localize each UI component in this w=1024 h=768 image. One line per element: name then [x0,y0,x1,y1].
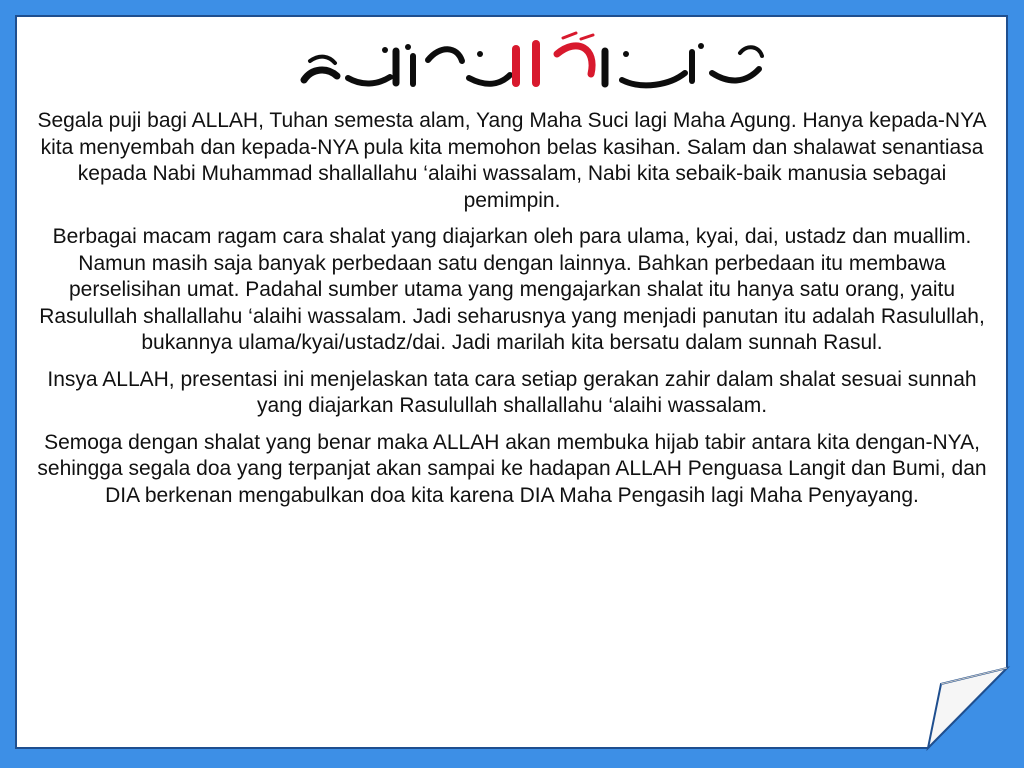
paragraph-2: Berbagai macam ragam cara shalat yang diajarkan oleh para ulama, kyai, dai, ustadz dan muallim. Namun masih saja banyak perbedaan satu dengan lainnya. Bahkan perbedaan itu membawa perselisihan umat. Padahal sumber utama yang mengajarkan shalat itu hanya satu orang, yaitu Rasulullah shallallahu ‘alaihi wassalam. Jadi seharusnya yang menjadi panutan itu adalah Rasulullah, bukannya ulama/kyai/ustadz/dai. Jadi marilah kita bersatu dalam sunnah Rasul. [39,225,985,354]
paragraph-4: Semoga dengan shalat yang benar maka ALLAH akan membuka hijab tabir antara kita dengan-NYA, sehingga segala doa yang terpanjat akan sampai ke hadapan ALLAH Penguasa Langit dan Bumi, dan DIA berkenan mengabulkan doa kita karena DIA Maha Pengasih lagi Maha Penyayang. [37,430,987,507]
bismillah-calligraphy [292,30,770,100]
main-text [30,108,994,519]
calligraphy-image [292,30,770,100]
paragraph-3: Insya ALLAH, presentasi ini menjelaskan tata cara setiap gerakan zahir dalam shalat sesuai sunnah yang diajarkan Rasulullah shallallahu ‘alaihi wassalam. [47,367,977,417]
slide-content [30,20,994,640]
paragraph-1: Segala puji bagi ALLAH, Tuhan semesta alam, Yang Maha Suci lagi Maha Agung. Hanya kepada-NYA kita menyembah dan kepada-NYA pula kita memohon belas kasihan. Salam dan shalawat senantiasa kepada Nabi Muhammad shallallahu ‘alaihi wassalam, Nabi kita sebaik-baik manusia sebagai pemimpin. [37,109,987,212]
